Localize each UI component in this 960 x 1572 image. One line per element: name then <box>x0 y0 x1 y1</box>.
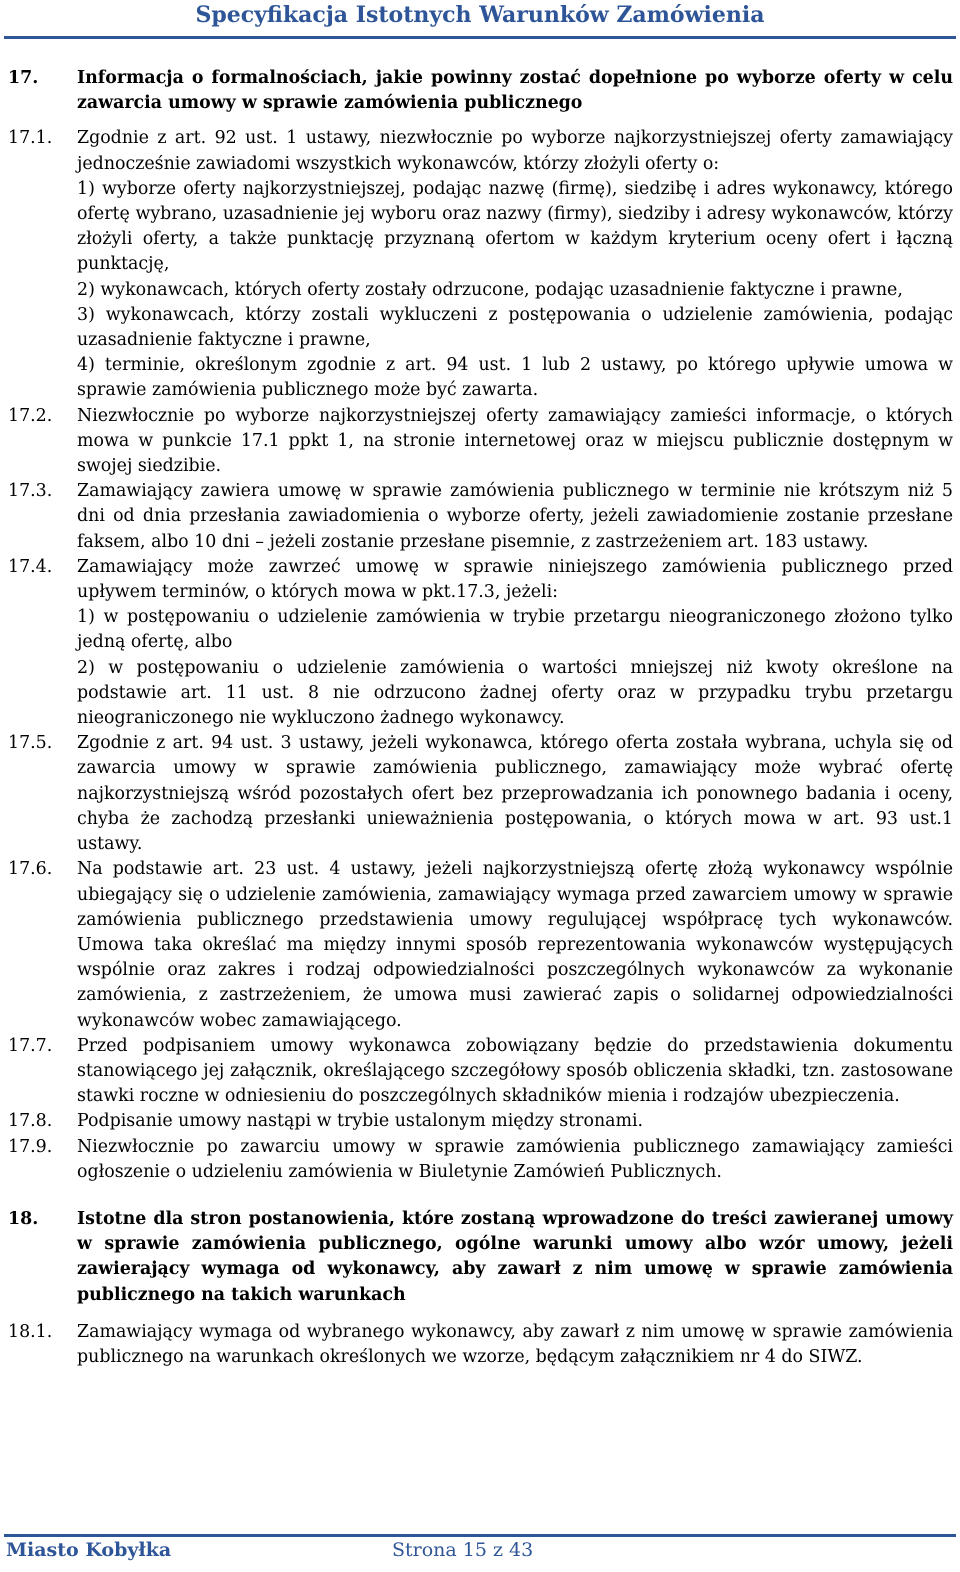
list-item: 2) wykonawcach, których oferty zostały odrzucone, podając uzasadnienie faktyczne i prawne, <box>77 279 903 300</box>
paragraph: Podpisanie umowy nastąpi w trybie ustalonym między stronami. <box>77 1111 644 1132</box>
section-number: 17.1. <box>8 128 53 149</box>
paragraph: Niezwłocznie po wyborze najkorzystniejszej oferty zamawiający zamieści informacje, o których mowa w punkcie 17.1 ppkt 1, na stronie internetowej oraz w miejscu publicznie dostępnym w swojej siedzibie. <box>77 405 953 477</box>
section-number: 17.5. <box>8 733 53 754</box>
section-17-9 <box>8 1135 953 1185</box>
paragraph: Zamawiający wymaga od wybranego wykonawcy, aby zawarł z nim umowę w sprawie zamówienia publicznego na warunkach określonych we wzorze, będącym załącznikiem nr 4 do SIWZ. <box>77 1321 953 1367</box>
section-17-5 <box>8 731 953 857</box>
list-item: 1) wyborze oferty najkorzystniejszej, podając nazwę (firmę), siedzibę i adres wykonawcy, którego ofertę wybrano, uzasadnienie jej wyboru oraz nazwy (firmy), siedziby i adresy wykonawców, którzy złożyli oferty, a także punktację przyznaną ofertom w każdym kryterium oceny ofert i łączną punktację, <box>77 178 953 275</box>
paragraph: Przed podpisaniem umowy wykonawca zobowiązany będzie do przedstawienia dokumentu stanowiącego jej załącznik, określającego szczegółowy sposób obliczenia składki, tzn. zastosowane stawki roczne w odniesieniu do poszczególnych składników mienia i rodzajów ubezpieczenia. <box>77 1035 953 1107</box>
section-17-4 <box>8 555 953 731</box>
footer-organization: Miasto Kobyłka <box>6 1539 172 1561</box>
page-header-title: Specyfikacja Istotnych Warunków Zamówienia <box>195 2 765 28</box>
section-18-1 <box>8 1320 953 1370</box>
section-heading: Informacja o formalnościach, jakie powinny zostać dopełnione po wyborze oferty w celu zawarcia umowy w sprawie zamówienia publicznego <box>77 68 953 114</box>
section-number: 17. <box>8 68 39 88</box>
section-17-7 <box>8 1034 953 1110</box>
section-number: 18.1. <box>8 1321 53 1342</box>
section-number: 17.6. <box>8 859 53 880</box>
paragraph: Zamawiający zawiera umowę w sprawie zamówienia publicznego w terminie nie krótszym niż 5 dni od dnia przesłania zawiadomienia o wyborze oferty, jeżeli zawiadomienie zostanie przesłane faksem, albo 10 dni – jeżeli zostanie przesłane pisemnie, z zastrzeżeniem art. 183 ustawy. <box>77 481 953 552</box>
section-number: 17.8. <box>8 1111 53 1132</box>
paragraph: Na podstawie art. 23 ust. 4 ustawy, jeżeli najkorzystniejszą ofertę złożą wykonawcy wspólnie ubiegający się o udzielenie zamówienia, zamawiający wymaga przed zawarciem umowy w sprawie zamówienia publicznego przedstawienia umowy regulującej współpracę tych wykonawców. Umowa taka określać ma między innymi sposób reprezentowania wykonawców występujących wspólnie oraz zakres i rodzaj odpowiedzialności poszczególnych wykonawców za wykonanie zamówienia, z zastrzeżeniem, że umowa musi zawierać zapis o solidarnej odpowiedzialności wykonawców wobec zamawiającego. <box>77 859 953 1031</box>
footer-page-number: Strona 15 z 43 <box>392 1539 534 1561</box>
section-number: 17.2. <box>8 405 53 426</box>
paragraph: Zgodnie z art. 94 ust. 3 ustawy, jeżeli wykonawca, którego oferta została wybrana, uchyla się od zawarcia umowy w sprawie zamówienia publicznego, zamawiający może wybrać ofertę najkorzystniejszą wśród pozostałych ofert bez przeprowadzania ich ponownego badania i oceny, chyba że zachodzą przesłanki unieważnienia postępowania, o których mowa w art. 93 ust.1 ustawy. <box>77 733 953 855</box>
list-item: 3) wykonawcach, którzy zostali wykluczeni z postępowania o udzielenie zamówienia, podając uzasadnienie faktyczne i prawne, <box>77 304 953 351</box>
section-number: 17.4. <box>8 556 53 577</box>
section-number: 17.7. <box>8 1035 53 1056</box>
section-17-3 <box>8 479 953 555</box>
section-heading: Istotne dla stron postanowienia, które zostaną wprowadzone do treści zawieranej umowy w sprawie zamówienia publicznego, ogólne warunki umowy albo wzór umowy, jeżeli zawierający wymaga od wykonawcy, aby zawarł z nim umowę w sprawie zamówienia publicznego na takich warunkach <box>77 1208 953 1305</box>
list-item: 2) w postępowaniu o udzielenie zamówienia o wartości mniejszej niż kwoty określone na podstawie art. 11 ust. 8 nie odrzucono żadnej oferty oraz w przypadku trybu przetargu nieograniczonego nie wykluczono żadnego wykonawcy. <box>77 657 953 729</box>
list-item: 4) terminie, określonym zgodnie z art. 94 ust. 1 lub 2 ustawy, po którego upływie umowa w sprawie zamówienia publicznego może być zawarta. <box>77 355 953 401</box>
header-divider <box>4 36 956 39</box>
paragraph: Niezwłocznie po zawarciu umowy w sprawie zamówienia publicznego zamawiający zamieści ogłoszenie o udzieleniu zamówienia w Biuletynie Zamówień Publicznych. <box>77 1136 953 1182</box>
section-number: 18. <box>8 1208 39 1229</box>
document-body <box>8 66 953 1370</box>
section-17-1 <box>8 126 953 403</box>
section-17-6 <box>8 857 953 1033</box>
section-17-2 <box>8 404 953 480</box>
list-item: 1) w postępowaniu o udzielenie zamówienia w trybie przetargu nieograniczonego złożono tylko jedną ofertę, albo <box>77 607 953 653</box>
section-17-8 <box>8 1109 953 1134</box>
section-number: 17.3. <box>8 481 53 502</box>
footer-divider <box>4 1534 956 1537</box>
section-17 <box>8 66 953 116</box>
paragraph: Zgodnie z art. 92 ust. 1 ustawy, niezwłocznie po wyborze najkorzystniejszej oferty zamawiający jednocześnie zawiadomi wszystkich wykonawców, którzy złożyli oferty o: <box>77 128 953 174</box>
section-18 <box>8 1207 953 1308</box>
paragraph: Zamawiający może zawrzeć umowę w sprawie niniejszego zamówienia publicznego przed upływem terminów, o których mowa w pkt.17.3, jeżeli: <box>77 556 953 603</box>
section-number: 17.9. <box>8 1136 53 1157</box>
